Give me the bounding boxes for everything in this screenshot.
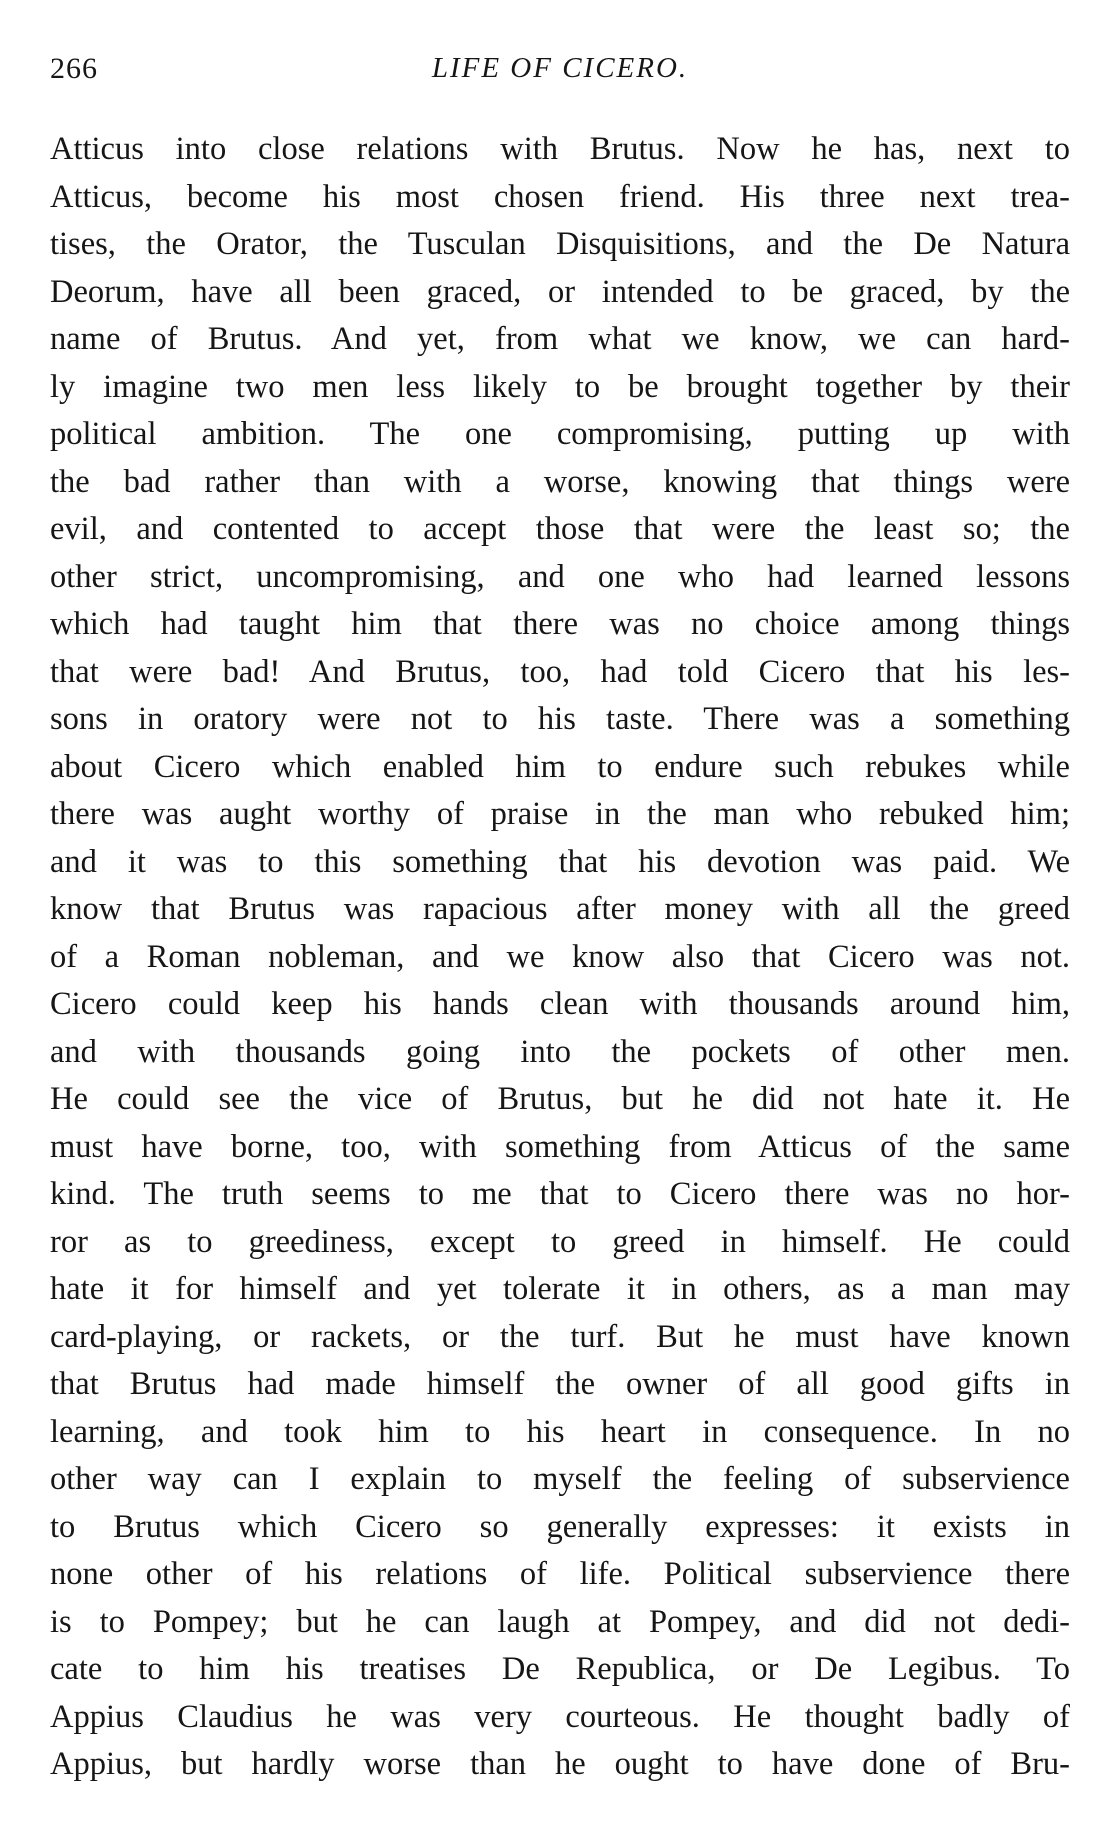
text-line: Atticus into close relations with Brutus. Now he has, next to — [50, 131, 1070, 167]
text-line: kind. The truth seems to me that to Cicero there was no hor- — [50, 1176, 1070, 1212]
text-line: ror as to greediness, except to greed in himself. He could — [50, 1223, 1070, 1260]
text-line: Deorum, have all been graced, or intended to be graced, by the — [50, 273, 1070, 310]
running-head — [50, 52, 1070, 96]
text-line: know that Brutus was rapacious after money with all the greed — [50, 891, 1070, 927]
text-line: is to Pompey; but he can laugh at Pompey, and did not dedi- — [50, 1603, 1070, 1640]
text-line: must have borne, too, with something from Atticus of the same — [50, 1128, 1070, 1165]
text-line: He could see the vice of Brutus, but he did not hate it. He — [50, 1081, 1070, 1117]
text-line: of a Roman nobleman, and we know also that Cicero was not. — [50, 938, 1070, 975]
text-line: other way can I explain to myself the feeling of subservience — [50, 1461, 1070, 1497]
text-line: hate it for himself and yet tolerate it in others, as a man may — [50, 1271, 1070, 1307]
text-line: evil, and contented to accept those that were the least so; the — [50, 511, 1070, 547]
text-line: other strict, uncompromising, and one who had learned lessons — [50, 558, 1070, 595]
text-line: Atticus, become his most chosen friend. His three next trea- — [50, 178, 1070, 215]
text-line: to Brutus which Cicero so generally expresses: it exists in — [50, 1508, 1070, 1545]
text-line: political ambition. The one compromising, putting up with — [50, 416, 1070, 452]
text-line: card-playing, or rackets, or the turf. But he must have known — [50, 1318, 1070, 1355]
text-line: name of Brutus. And yet, from what we know, we can hard- — [50, 321, 1070, 357]
text-line: that were bad! And Brutus, too, had told Cicero that his les- — [50, 653, 1070, 690]
text-line: there was aught worthy of praise in the man who rebuked him; — [50, 796, 1070, 832]
body-text — [50, 126, 1070, 1789]
text-line: Appius, but hardly worse than he ought to have done of Bru- — [50, 1746, 1070, 1782]
text-line: tises, the Orator, the Tusculan Disquisitions, and the De Natura — [50, 226, 1070, 262]
text-line: which had taught him that there was no choice among things — [50, 606, 1070, 642]
text-line: about Cicero which enabled him to endure such rebukes while — [50, 748, 1070, 785]
page-number: 266 — [50, 52, 98, 85]
text-line: cate to him his treatises De Republica, or De Legibus. To — [50, 1651, 1070, 1687]
text-line: ly imagine two men less likely to be brought together by their — [50, 368, 1070, 405]
text-line: none other of his relations of life. Political subservience there — [50, 1556, 1070, 1592]
text-line: learning, and took him to his heart in consequence. In no — [50, 1413, 1070, 1450]
text-line: sons in oratory were not to his taste. There was a something — [50, 701, 1070, 737]
running-title: LIFE OF CICERO. — [431, 52, 689, 84]
text-line: the bad rather than with a worse, knowing that things were — [50, 463, 1070, 500]
text-line: Cicero could keep his hands clean with thousands around him, — [50, 986, 1070, 1022]
text-line: and it was to this something that his devotion was paid. We — [50, 843, 1070, 880]
text-line: that Brutus had made himself the owner of all good gifts in — [50, 1366, 1070, 1402]
text-line: and with thousands going into the pockets of other men. — [50, 1033, 1070, 1070]
text-line: Appius Claudius he was very courteous. He thought badly of — [50, 1698, 1070, 1735]
